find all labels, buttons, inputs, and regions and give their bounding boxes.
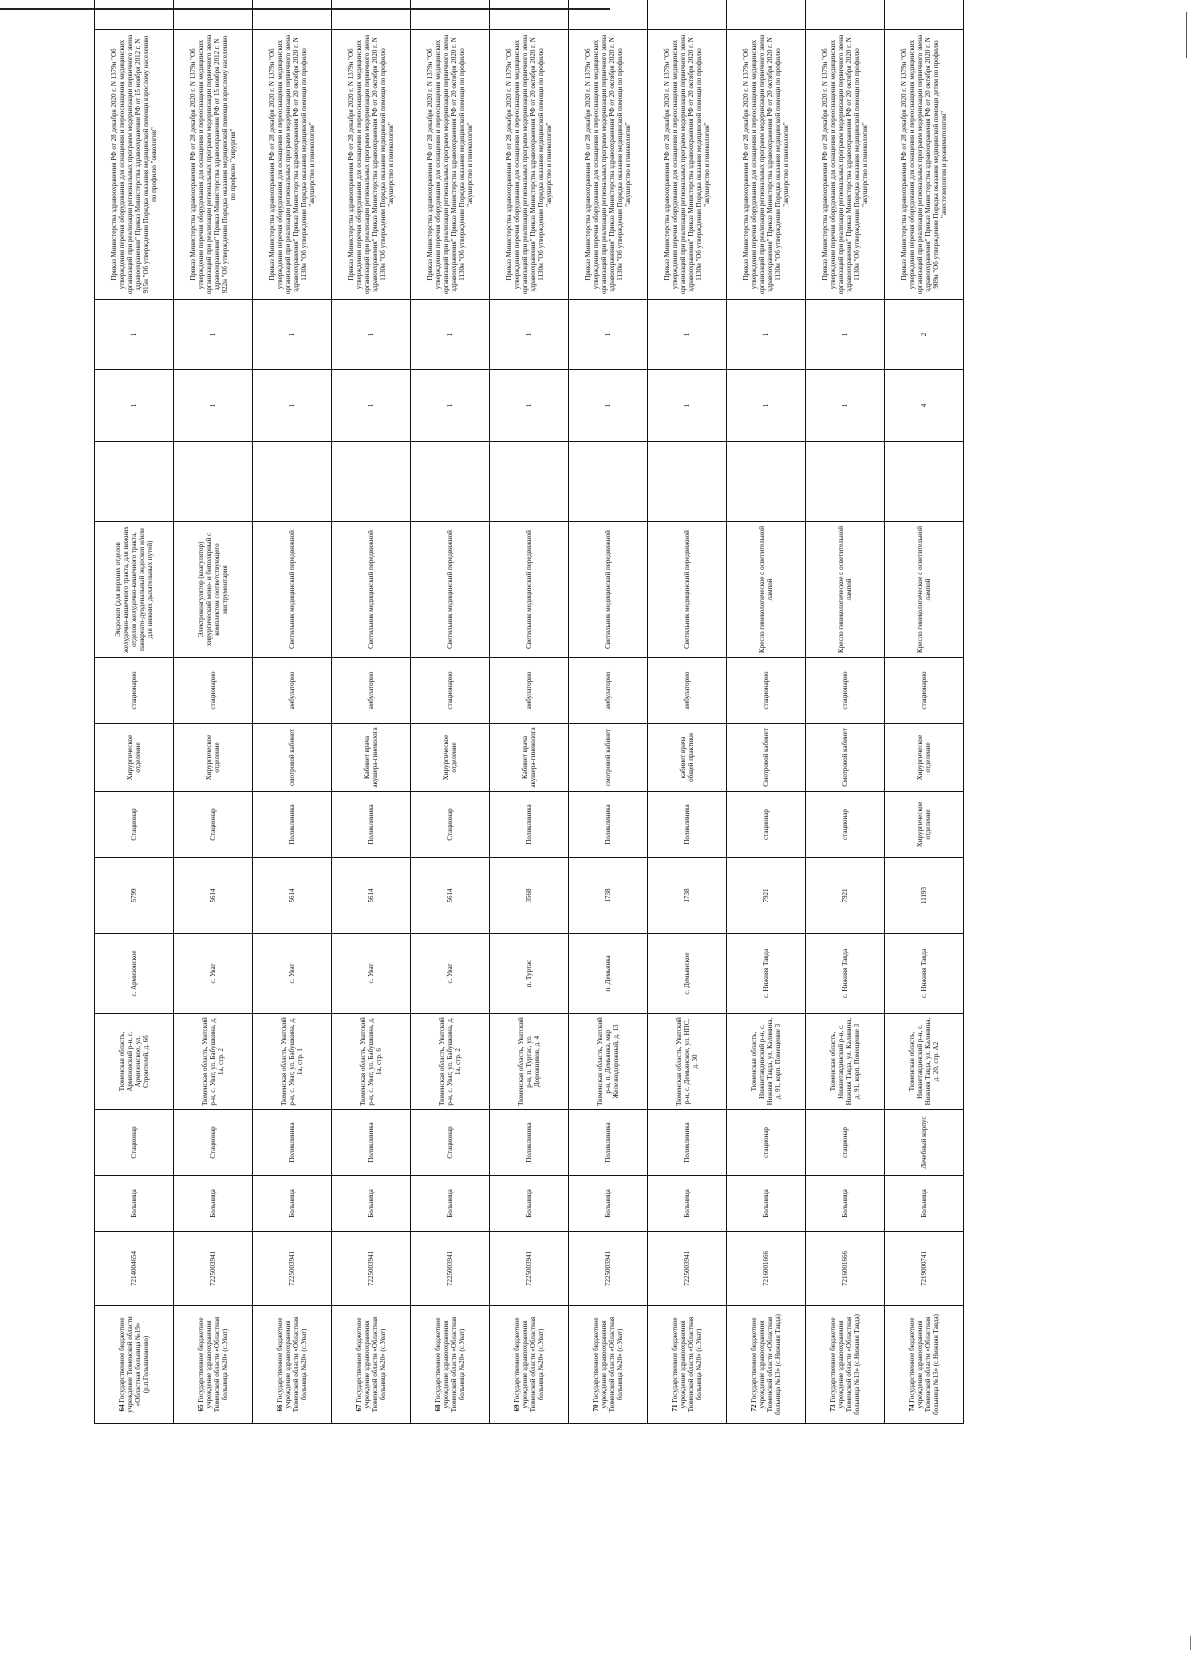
legal-basis-cell: Приказ Министерства здравоохранения РФ от 28 декабря 2020 г. N 1379н "Об утверждении перечня оборудования для оснащения и переоснащения медицинских организаций при реализации региональных программ модернизации первичного звена здравоохранения" Приказ Министерства здравоохранения РФ от 20 октября 2020 г. N 1130н "Об утверждении Порядка оказания медицинской помощи по профилю "акушерство и гинекология" [253,30,332,300]
organization-cell [411,1306,490,1424]
facility-type-cell: Больница [885,1176,964,1232]
population-cell: 5614 [332,858,411,934]
inn-cell: 7225003941 [253,1232,332,1306]
department-cell: Хирургическое отделение [411,724,490,792]
population-cell: 5614 [253,858,332,934]
locality-cell: с. Армизонское [95,934,174,1014]
address-cell: Тюменская область, Уватский р-н, п. Демьянка, мкр Железнодорожный, д. 13 [569,1014,648,1110]
quantity-plan-cell: 1 [95,370,174,442]
organization-cell [490,1306,569,1424]
care-form-cell: стационарно [727,658,806,724]
deadline-date-cell [411,0,490,30]
organization-name: Государственное бюджетное учреждение здравоохранения Тюменской области «Областная больница №13» (с.Нижняя Тавда) [829,1314,861,1415]
subdivision-cell: Поликлиника [490,1110,569,1176]
population-cell: 5799 [95,858,174,934]
organization-cell [648,1306,727,1424]
care-form-cell: амбулаторно [569,658,648,724]
quantity-plan-cell: 1 [174,370,253,442]
department-cell: Хирургическое отделение [174,724,253,792]
empty-cell [332,442,411,522]
facility-type-cell: Больница [332,1176,411,1232]
address-cell: Тюменская область, Уватский р-н, с. Уват, ул. Бабушкина, д. 1а, стр. 6 [332,1014,411,1110]
quantity-actual-cell: 1 [648,300,727,370]
address-cell: Тюменская область, Уватский р-н, с. Уват, ул. Бабушкина, д. 1а, стр. 2 [411,1014,490,1110]
table-row [253,0,332,1424]
deadline-date-cell [253,0,332,30]
organization-name: Государственное бюджетное учреждение здравоохранения Тюменской области «Областная больница №20» (с.Уват) [355,1316,387,1413]
equipment-cell: Светильник медицинский передвижной [490,522,569,658]
locality-cell: с. Нижняя Тавда [806,934,885,1014]
row-number: 74 [908,1404,916,1412]
row-number: 66 [276,1404,284,1412]
inn-cell: 7219000741 [885,1232,964,1306]
table-row [806,0,885,1424]
address-cell: Тюменская область, Уватский р-н, п. Туртас, ул. Дорожников, д. 4 [490,1014,569,1110]
care-form-cell: стационарно [95,658,174,724]
quantity-plan-cell: 1 [411,370,490,442]
legal-basis-cell: Приказ Министерства здравоохранения РФ от 28 декабря 2020 г. N 1379н "Об утверждении перечня оборудования для оснащения и переоснащения медицинских организаций при реализации региональных программ модернизации первичного звена здравоохранения" Приказ Министерства здравоохранения РФ от 20 октября 2020 г. N 1130н "Об утверждении Порядка оказания медицинской помощи по профилю "акушерство и гинекология" [806,30,885,300]
equipment-cell: Кресло гинекологическое с осветительной лампой [727,522,806,658]
inn-cell: 7225003941 [411,1232,490,1306]
equipment-cell: Кресло гинекологическое с осветительной лампой [806,522,885,658]
deadline-date-cell [490,0,569,30]
empty-cell [411,442,490,522]
scan-margin-mark [1186,12,1187,58]
quantity-plan-cell: 1 [332,370,411,442]
organization-name: Государственное бюджетное учреждение Тюменской области «Областная больница №19» (р.п.Голышманово) [118,1316,150,1413]
empty-cell [885,442,964,522]
row-number: 70 [592,1404,600,1412]
deadline-date-cell [569,0,648,30]
unit-cell: Стационар [411,792,490,858]
table-row [727,0,806,1424]
row-number: 73 [829,1404,837,1412]
address-cell: Тюменская область, Нижнетавдинский р-н, с. Нижняя Тавда, ул. Калинина, д. 20, стр. А2 [885,1014,964,1110]
organization-cell [253,1306,332,1424]
population-cell: 7921 [727,858,806,934]
facility-type-cell: Больница [253,1176,332,1232]
locality-cell: с. Демьянское [648,934,727,1014]
scan-margin-mark [1190,1636,1191,1650]
facility-type-cell: Больница [174,1176,253,1232]
care-form-cell: стационарно [411,658,490,724]
subdivision-cell: Стационар [174,1110,253,1176]
department-cell: Хирургическое отделение [95,724,174,792]
unit-cell: Стационар [95,792,174,858]
empty-cell [648,442,727,522]
department-cell: Смотровой кабинет [727,724,806,792]
locality-cell: с. Нижняя Тавда [885,934,964,1014]
unit-cell: стационар [727,792,806,858]
locality-cell: с. Уват [253,934,332,1014]
legal-basis-cell: Приказ Министерства здравоохранения РФ от 28 декабря 2020 г. N 1379н "Об утверждении перечня оборудования для оснащения и переоснащения медицинских организаций при реализации региональных программ модернизации первичного звена здравоохранения" Приказ Министерства здравоохранения РФ от 20 октября 2020 г. N 1130н "Об утверждении Порядка оказания медицинской помощи по профилю "акушерство и гинекология" [648,30,727,300]
organization-name: Государственное бюджетное учреждение здравоохранения Тюменской области «Областная больница №13» (с.Нижняя Тавда) [908,1314,940,1415]
facility-type-cell: Больница [411,1176,490,1232]
unit-cell: Поликлиника [569,792,648,858]
legal-basis-cell: Приказ Министерства здравоохранения РФ от 28 декабря 2020 г. N 1379н "Об утверждении перечня оборудования для оснащения и переоснащения медицинских организаций при реализации региональных программ модернизации первичного звена здравоохранения" Приказ Министерства здравоохранения РФ от 20 октября 2020 г. N 1130н "Об утверждении Порядка оказания медицинской помощи по профилю "акушерство и гинекология" [332,30,411,300]
facility-type-cell: Больница [95,1176,174,1232]
empty-cell [569,442,648,522]
unit-cell: Поликлиника [332,792,411,858]
table-row [569,0,648,1424]
population-cell: 5614 [411,858,490,934]
quantity-actual-cell: 1 [569,300,648,370]
population-cell: 3568 [490,858,569,934]
row-number: 69 [513,1404,521,1412]
equipment-cell: Светильник медицинский передвижной [253,522,332,658]
equipment-cell: Светильник медицинский передвижной [332,522,411,658]
quantity-actual-cell: 1 [490,300,569,370]
unit-cell: Поликлиника [253,792,332,858]
subdivision-cell: Стационар [411,1110,490,1176]
empty-cell [806,442,885,522]
department-cell: Смотровой кабинет [806,724,885,792]
deadline-date-cell [727,0,806,30]
organization-name: Государственное бюджетное учреждение здравоохранения Тюменской области «Областная больница №20» (с.Уват) [434,1316,466,1413]
organization-cell [174,1306,253,1424]
legal-basis-cell: Приказ Министерства здравоохранения РФ от 28 декабря 2020 г. N 1379н "Об утверждении перечня оборудования для оснащения и переоснащения медицинских организаций при реализации региональных программ модернизации первичного звена здравоохранения" Приказ Министерства здравоохранения РФ от 15 ноября 2012 г. N 922н "Об утверждении Порядка оказания медицинской помощи взрослому населению по профилю "хирургия" [174,30,253,300]
quantity-actual-cell: 1 [174,300,253,370]
subdivision-cell: стационар [727,1110,806,1176]
population-cell: 1738 [648,858,727,934]
organization-cell [332,1306,411,1424]
inn-cell: 7225003941 [174,1232,253,1306]
facility-type-cell: Больница [490,1176,569,1232]
quantity-actual-cell: 1 [806,300,885,370]
unit-cell: Поликлиника [648,792,727,858]
inn-cell: 7214004654 [95,1232,174,1306]
organization-cell [95,1306,174,1424]
row-number: 68 [434,1404,442,1412]
population-cell: 1738 [569,858,648,934]
quantity-plan-cell: 1 [648,370,727,442]
legal-basis-cell: Приказ Министерства здравоохранения РФ от 28 декабря 2020 г. N 1379н "Об утверждении перечня оборудования для оснащения и переоснащения медицинских организаций при реализации региональных программ модернизации первичного звена здравоохранения" Приказ Министерства здравоохранения РФ от 20 октября 2020 г. N 1130н "Об утверждении Порядка оказания медицинской помощи по профилю "акушерство и гинекология" [727,30,806,300]
organization-name: Государственное бюджетное учреждение здравоохранения Тюменской области «Областная больница №13» (с.Нижняя Тавда) [750,1314,782,1415]
facility-type-cell: Больница [727,1176,806,1232]
deadline-date-cell [885,0,964,30]
care-form-cell: стационарно [174,658,253,724]
table-row [174,0,253,1424]
facility-type-cell: Больница [648,1176,727,1232]
quantity-plan-cell: 4 [885,370,964,442]
unit-cell: Стационар [174,792,253,858]
quantity-actual-cell: 1 [727,300,806,370]
locality-cell: с. Нижняя Тавда [727,934,806,1014]
row-number: 71 [671,1404,679,1412]
row-number: 64 [118,1404,126,1412]
population-cell: 11193 [885,858,964,934]
care-form-cell: амбулаторно [332,658,411,724]
equipment-cell: Светильник медицинский передвижной [648,522,727,658]
department-cell: Кабинет врача акушера-гинеколога [332,724,411,792]
empty-cell [95,442,174,522]
department-cell: смотровой кабинет [253,724,332,792]
organization-name: Государственное бюджетное учреждение здравоохранения Тюменской области «Областная больница №20» (с.Уват) [513,1316,545,1413]
empty-cell [490,442,569,522]
legal-basis-cell: Приказ Министерства здравоохранения РФ от 28 декабря 2020 г. N 1379н "Об утверждении перечня оборудования для оснащения и переоснащения медицинских организаций при реализации региональных программ модернизации первичного звена здравоохранения" Приказ Министерства здравоохранения РФ от 20 октября 2020 г. N 909н "Об утверждении Порядка оказания медицинской помощи детям по профилю "анестезиология и реаниматология" [885,30,964,300]
quantity-plan-cell: 1 [569,370,648,442]
care-form-cell: амбулаторно [490,658,569,724]
organization-name: Государственное бюджетное учреждение здравоохранения Тюменской области «Областная больница №20» (с.Уват) [671,1316,703,1413]
inn-cell: 7225003941 [490,1232,569,1306]
inn-cell: 7225003941 [648,1232,727,1306]
equipment-cell: Светильник медицинский передвижной [569,522,648,658]
organization-name: Государственное бюджетное учреждение здравоохранения Тюменской области «Областная больница №20» (с.Уват) [276,1316,308,1413]
organization-name: Государственное бюджетное учреждение здравоохранения Тюменской области «Областная больница №20» (с.Уват) [197,1316,229,1413]
equipment-cell: Эндоскоп (для верхних отделов желудочно-кишечного тракта, для нижних отделов желудочно-кишечного тракта, панкреато-дуоденальный эндоскоп и/или для нижних дыхательных путей) [95,522,174,658]
address-cell: Тюменская область, Уватский р-н, с. Демьянское, ул. НПС, д. 30 [648,1014,727,1110]
empty-cell [253,442,332,522]
quantity-actual-cell: 2 [885,300,964,370]
table-row [648,0,727,1424]
organization-cell [727,1306,806,1424]
deadline-date-cell [174,0,253,30]
subdivision-cell: стационар [806,1110,885,1176]
quantity-actual-cell: 1 [253,300,332,370]
subdivision-cell: Поликлиника [569,1110,648,1176]
legal-basis-cell: Приказ Министерства здравоохранения РФ от 28 декабря 2020 г. N 1379н "Об утверждении перечня оборудования для оснащения и переоснащения медицинских организаций при реализации региональных программ модернизации первичного звена здравоохранения" Приказ Министерства здравоохранения РФ от 15 ноября 2012 г. N 915н "Об утверждении Порядка оказания медицинской помощи взрослому населению по профилю "онкология" [95,30,174,300]
locality-cell: с. Уват [332,934,411,1014]
locality-cell: п. Демьянка [569,934,648,1014]
deadline-date-cell [332,0,411,30]
organization-cell [885,1306,964,1424]
population-cell: 7921 [806,858,885,934]
department-cell: смотровой кабинет [569,724,648,792]
facility-type-cell: Больница [806,1176,885,1232]
rotated-page [94,0,1054,1424]
quantity-plan-cell: 1 [490,370,569,442]
equipment-cell: Кресло гинекологическое с осветительной лампой [885,522,964,658]
locality-cell: п. Туртас [490,934,569,1014]
legal-basis-cell: Приказ Министерства здравоохранения РФ от 28 декабря 2020 г. N 1379н "Об утверждении перечня оборудования для оснащения и переоснащения медицинских организаций при реализации региональных программ модернизации первичного звена здравоохранения" Приказ Министерства здравоохранения РФ от 20 октября 2020 г. N 1130н "Об утверждении Порядка оказания медицинской помощи по профилю "акушерство и гинекология" [490,30,569,300]
address-cell: Тюменская область, Нижнетавдинский р-н, с. Нижняя Тавда, ул. Калинина, д. 91, корп. Помещение 3 [806,1014,885,1110]
quantity-plan-cell: 1 [806,370,885,442]
unit-cell: Хирургическое отделение [885,792,964,858]
quantity-actual-cell: 1 [95,300,174,370]
subdivision-cell: Поликлиника [332,1110,411,1176]
table-row [332,0,411,1424]
equipment-registry-table [94,0,964,1424]
population-cell: 5614 [174,858,253,934]
table-row [411,0,490,1424]
row-number: 72 [750,1404,758,1412]
quantity-plan-cell: 1 [727,370,806,442]
deadline-date-cell [806,0,885,30]
inn-cell: 7216001666 [727,1232,806,1306]
organization-cell [806,1306,885,1424]
locality-cell: с. Уват [174,934,253,1014]
row-number: 65 [197,1404,205,1412]
equipment-cell: Электрокоагулятор (коагулятор) хирургический моно- и биполярный с комплектом соответствующего инструментария [174,522,253,658]
row-number: 67 [355,1404,363,1412]
care-form-cell: амбулаторно [648,658,727,724]
deadline-date-cell [648,0,727,30]
organization-cell [569,1306,648,1424]
quantity-plan-cell: 1 [253,370,332,442]
table-row [95,0,174,1424]
inn-cell: 7216001666 [806,1232,885,1306]
empty-cell [727,442,806,522]
address-cell: Тюменская область, Армизонский р-н, с. Армизонское, ул. Строителей, д. 6б [95,1014,174,1110]
subdivision-cell: Стационар [95,1110,174,1176]
address-cell: Тюменская область, Уватский р-н, с. Уват, ул. Бабушкина, д. 1а, стр. 2 [174,1014,253,1110]
inn-cell: 7225003941 [569,1232,648,1306]
inn-cell: 7225003941 [332,1232,411,1306]
department-cell: Кабинет врача акушера-гинеколога [490,724,569,792]
care-form-cell: стационарно [885,658,964,724]
facility-type-cell: Больница [569,1176,648,1232]
care-form-cell: амбулаторно [253,658,332,724]
quantity-actual-cell: 1 [411,300,490,370]
department-cell: Хирургическое отделение [885,724,964,792]
department-cell: кабинет врача общей практики [648,724,727,792]
table-row [490,0,569,1424]
table-row [885,0,964,1424]
equipment-cell: Светильник медицинский передвижной [411,522,490,658]
subdivision-cell: Лечебный корпус [885,1110,964,1176]
subdivision-cell: Поликлиника [648,1110,727,1176]
legal-basis-cell: Приказ Министерства здравоохранения РФ от 28 декабря 2020 г. N 1379н "Об утверждении перечня оборудования для оснащения и переоснащения медицинских организаций при реализации региональных программ модернизации первичного звена здравоохранения" Приказ Министерства здравоохранения РФ от 20 октября 2020 г. N 1130н "Об утверждении Порядка оказания медицинской помощи по профилю "акушерство и гинекология" [569,30,648,300]
quantity-actual-cell: 1 [332,300,411,370]
care-form-cell: стационарно [806,658,885,724]
unit-cell: Поликлиника [490,792,569,858]
organization-name: Государственное бюджетное учреждение здравоохранения Тюменской области «Областная больница №20» (с.Уват) [592,1316,624,1413]
address-cell: Тюменская область, Уватский р-н, с. Уват, ул. Бабушкина, д. 1а, стр. 1 [253,1014,332,1110]
deadline-date-cell [95,0,174,30]
locality-cell: с. Уват [411,934,490,1014]
empty-cell [174,442,253,522]
subdivision-cell: Поликлиника [253,1110,332,1176]
address-cell: Тюменская область, Нижнетавдинский р-н, с. Нижняя Тавда, ул. Калинина, д. 91, корп. Помещение 3 [727,1014,806,1110]
unit-cell: стационар [806,792,885,858]
legal-basis-cell: Приказ Министерства здравоохранения РФ от 28 декабря 2020 г. N 1379н "Об утверждении перечня оборудования для оснащения и переоснащения медицинских организаций при реализации региональных программ модернизации первичного звена здравоохранения" Приказ Министерства здравоохранения РФ от 20 октября 2020 г. N 1130н "Об утверждении Порядка оказания медицинской помощи по профилю "акушерство и гинекология" [411,30,490,300]
